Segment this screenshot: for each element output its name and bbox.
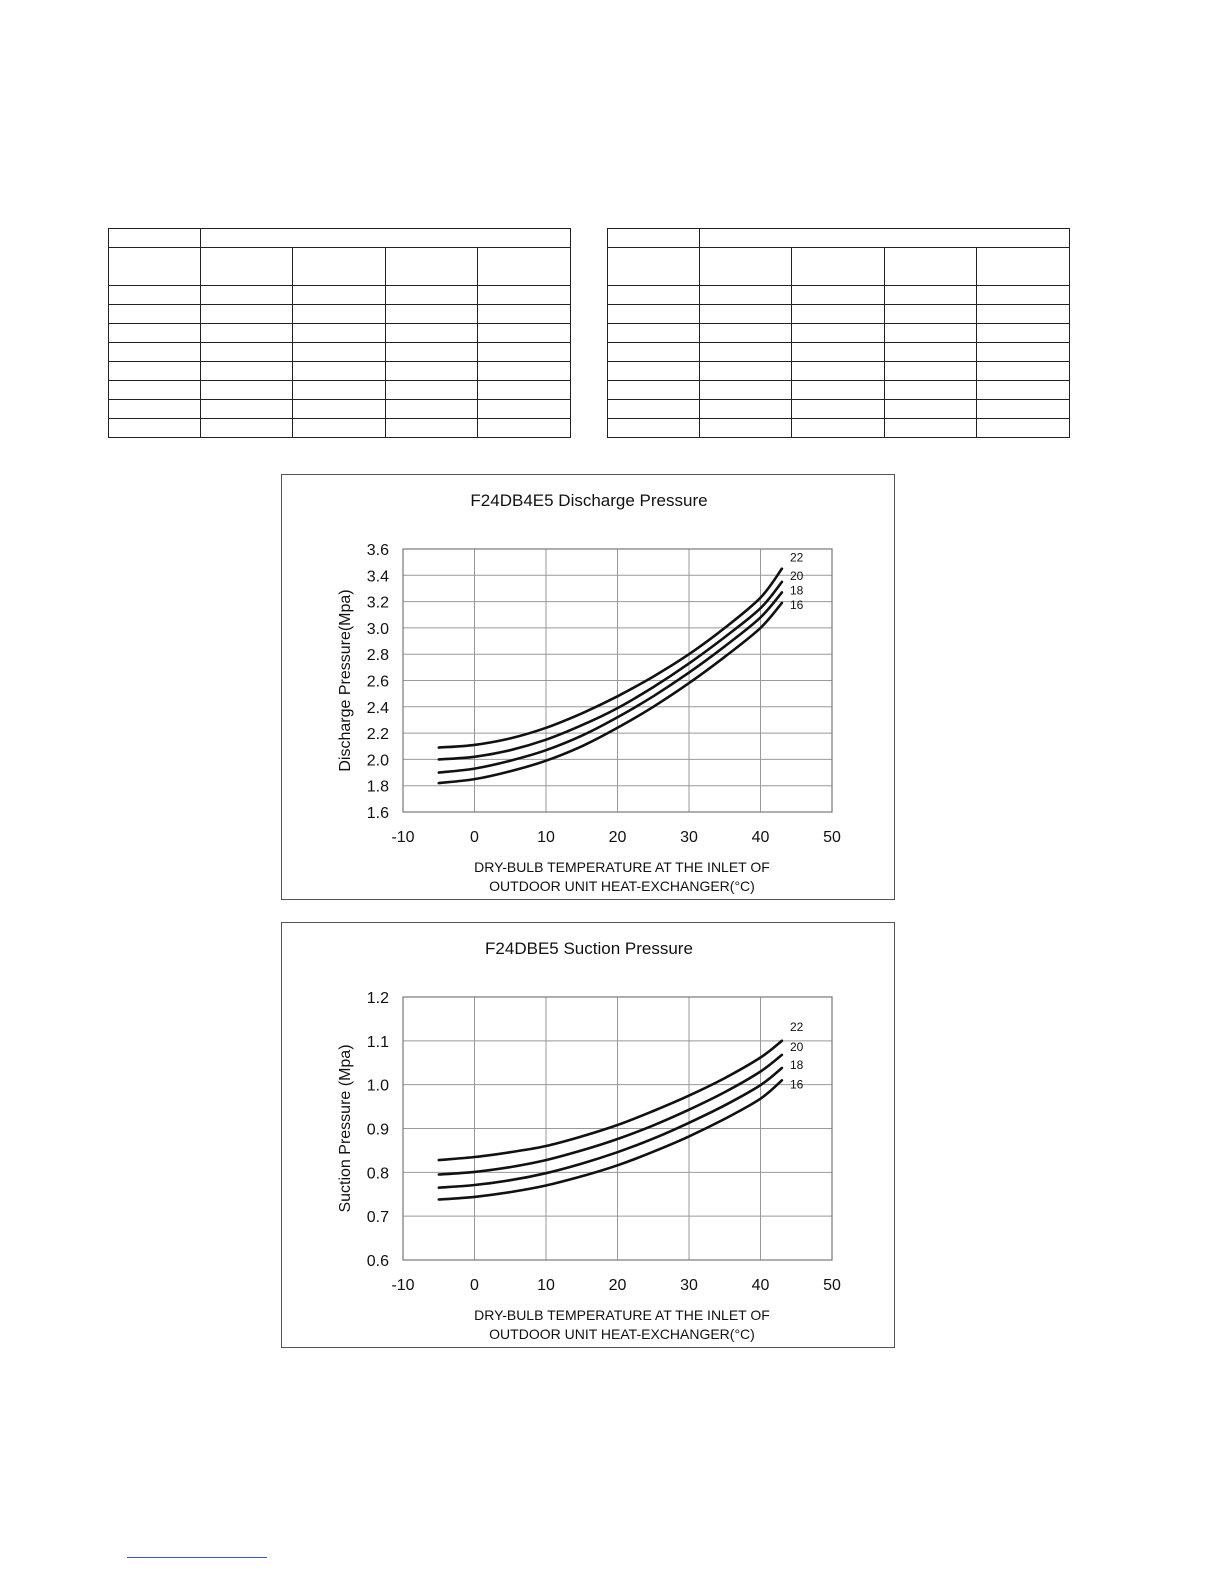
y-tick-label: 0.9: [366, 1121, 389, 1139]
table-cell: [386, 324, 478, 343]
y-tick-label: 0.6: [366, 1253, 389, 1270]
table-cell: [608, 400, 700, 419]
table-cell: [201, 362, 293, 381]
suction-pressure-svg: [282, 923, 896, 1349]
table-row: [608, 400, 1070, 419]
series-label: 22: [789, 1019, 804, 1034]
table-cell: [293, 419, 386, 438]
table-cell: [293, 324, 386, 343]
suction-pressure-chart: [281, 922, 895, 1348]
series-label: 18: [789, 583, 804, 598]
table-cell: [885, 381, 977, 400]
table-cell: [386, 343, 478, 362]
table-cell: [201, 381, 293, 400]
table-row: [109, 305, 571, 324]
table-cell: [792, 381, 885, 400]
discharge-pressure-chart: [281, 474, 895, 900]
table-cell: [977, 400, 1070, 419]
table-cell: [700, 324, 792, 343]
y-axis-label: Suction Pressure (Mpa): [337, 1044, 354, 1213]
y-tick-label: 2.8: [366, 647, 389, 665]
table-cell: [293, 286, 386, 305]
table-cell: [478, 419, 571, 438]
table-cell: [700, 286, 792, 305]
table-cell: [201, 400, 293, 419]
table-cell: [700, 343, 792, 362]
table-header-cell: [386, 248, 478, 286]
discharge-pressure-svg: [282, 475, 896, 901]
table-cell: [608, 286, 700, 305]
grid: [403, 997, 832, 1260]
table-cell: [977, 305, 1070, 324]
y-axis-label: Discharge Pressure(Mpa): [337, 589, 354, 772]
table-cell: [792, 343, 885, 362]
table-cell: [109, 362, 201, 381]
table-header-cell: [792, 248, 885, 286]
data-table-right: [607, 228, 1070, 438]
x-tick-label: 20: [608, 829, 627, 846]
table-cell: [977, 324, 1070, 343]
x-tick-label: 0: [470, 829, 479, 846]
table-cell: [700, 305, 792, 324]
table-cell: [293, 381, 386, 400]
table-cell: [201, 343, 293, 362]
y-tick-label: 1.0: [366, 1077, 389, 1095]
table-cell: [700, 419, 792, 438]
table-cell: [977, 419, 1070, 438]
table-cell: [885, 286, 977, 305]
x-axis-label-line: OUTDOOR UNIT HEAT-EXCHANGER(°C): [489, 1326, 755, 1342]
table-cell: [109, 324, 201, 343]
table-row: [109, 419, 571, 438]
table-cell: [386, 381, 478, 400]
series-line-16: [439, 1080, 782, 1199]
table-cell: [478, 343, 571, 362]
y-tick-label: 1.6: [366, 805, 389, 822]
table-cell: [885, 305, 977, 324]
table-cell: [885, 343, 977, 362]
table-cell: [608, 305, 700, 324]
series-line-16: [439, 603, 782, 783]
x-tick-label: 10: [537, 1277, 555, 1294]
x-tick-label: 10: [537, 829, 555, 846]
table-header-span-cell: [201, 229, 571, 248]
x-tick-label: 30: [680, 829, 698, 846]
table-cell: [478, 286, 571, 305]
table-cell: [478, 362, 571, 381]
table-cell: [386, 305, 478, 324]
x-tick-label: 50: [823, 829, 841, 846]
x-tick-label: 20: [608, 1277, 627, 1294]
table-row: [109, 400, 571, 419]
table-row: [608, 324, 1070, 343]
x-tick-label: -10: [391, 829, 415, 846]
y-tick-label: 1.2: [366, 990, 389, 1007]
table-cell: [608, 362, 700, 381]
table-cell: [293, 362, 386, 381]
table-header-corner-cell: [109, 229, 201, 248]
table-cell: [386, 362, 478, 381]
y-tick-label: 2.4: [366, 699, 389, 717]
y-tick-label: 0.7: [366, 1209, 389, 1227]
table-cell: [109, 381, 201, 400]
table-cell: [293, 343, 386, 362]
series-label: 20: [789, 1039, 804, 1054]
y-tick-label: 2.6: [366, 673, 389, 691]
table-row: [608, 305, 1070, 324]
table-cell: [700, 381, 792, 400]
table-cell: [885, 362, 977, 381]
x-tick-label: 40: [751, 829, 770, 846]
table-cell: [977, 362, 1070, 381]
y-tick-label: 1.8: [366, 778, 389, 796]
table-cell: [608, 343, 700, 362]
x-axis-label-line: DRY-BULB TEMPERATURE AT THE INLET OF: [474, 1307, 770, 1323]
table-cell: [478, 305, 571, 324]
table-cell: [109, 343, 201, 362]
table-header-cell: [109, 248, 201, 286]
table-cell: [885, 419, 977, 438]
chart-title: F24DBE5 Suction Pressure: [485, 939, 693, 958]
table-header-cell: [977, 248, 1070, 286]
table-cell: [977, 381, 1070, 400]
x-tick-label: -10: [391, 1277, 415, 1294]
series-line-18: [439, 592, 782, 772]
x-axis-label-line: OUTDOOR UNIT HEAT-EXCHANGER(°C): [489, 878, 755, 894]
table-cell: [293, 400, 386, 419]
table-row: [608, 419, 1070, 438]
table-header-cell: [201, 248, 293, 286]
table-row: [109, 381, 571, 400]
footer-link-underline: [127, 1557, 267, 1558]
y-tick-label: 0.8: [366, 1165, 389, 1183]
table-cell: [478, 324, 571, 343]
table-row: [109, 286, 571, 305]
table-cell: [201, 286, 293, 305]
series-label: 20: [789, 568, 804, 583]
table-cell: [977, 343, 1070, 362]
table-cell: [201, 324, 293, 343]
table-cell: [885, 324, 977, 343]
y-tick-label: 2.2: [366, 726, 389, 744]
table-row: [608, 381, 1070, 400]
table-cell: [608, 419, 700, 438]
table-cell: [386, 400, 478, 419]
y-tick-label: 2.0: [366, 752, 389, 770]
table-cell: [700, 400, 792, 419]
table-cell: [109, 305, 201, 324]
table-row: [109, 324, 571, 343]
table-row: [608, 362, 1070, 381]
series-label: 16: [789, 597, 804, 612]
table-cell: [201, 305, 293, 324]
table-header-cell: [478, 248, 571, 286]
table-header-cell: [293, 248, 386, 286]
series-label: 22: [789, 550, 804, 565]
table-cell: [792, 419, 885, 438]
y-tick-label: 1.1: [366, 1033, 389, 1051]
table-header-cell: [700, 248, 792, 286]
series-label: 16: [789, 1077, 804, 1092]
table-cell: [700, 362, 792, 381]
table-cell: [792, 305, 885, 324]
table-cell: [386, 419, 478, 438]
table-cell: [792, 362, 885, 381]
x-axis-label-line: DRY-BULB TEMPERATURE AT THE INLET OF: [474, 859, 770, 875]
table-row: [109, 362, 571, 381]
table-cell: [478, 400, 571, 419]
table-cell: [792, 286, 885, 305]
y-tick-label: 3.4: [366, 568, 389, 586]
data-table-left: [108, 228, 571, 438]
table-header-corner-cell: [608, 229, 700, 248]
x-tick-label: 40: [751, 1277, 770, 1294]
table-header-span-cell: [700, 229, 1070, 248]
y-tick-label: 3.2: [366, 594, 389, 612]
series-label: 18: [789, 1058, 804, 1073]
table-cell: [109, 286, 201, 305]
y-tick-label: 3.0: [366, 620, 389, 638]
table-cell: [608, 381, 700, 400]
x-tick-label: 30: [680, 1277, 698, 1294]
x-tick-label: 0: [470, 1277, 479, 1294]
table-cell: [608, 324, 700, 343]
table-cell: [386, 286, 478, 305]
table-cell: [977, 286, 1070, 305]
table-row: [608, 343, 1070, 362]
table-row: [109, 343, 571, 362]
table-cell: [293, 305, 386, 324]
table-cell: [109, 419, 201, 438]
table-row: [608, 286, 1070, 305]
table-cell: [792, 324, 885, 343]
table-cell: [201, 419, 293, 438]
table-cell: [792, 400, 885, 419]
table-cell: [885, 400, 977, 419]
table-header-cell: [885, 248, 977, 286]
chart-title: F24DB4E5 Discharge Pressure: [470, 491, 708, 510]
table-cell: [478, 381, 571, 400]
table-header-cell: [608, 248, 700, 286]
x-tick-label: 50: [823, 1277, 841, 1294]
table-cell: [109, 400, 201, 419]
y-tick-label: 3.6: [366, 542, 389, 559]
